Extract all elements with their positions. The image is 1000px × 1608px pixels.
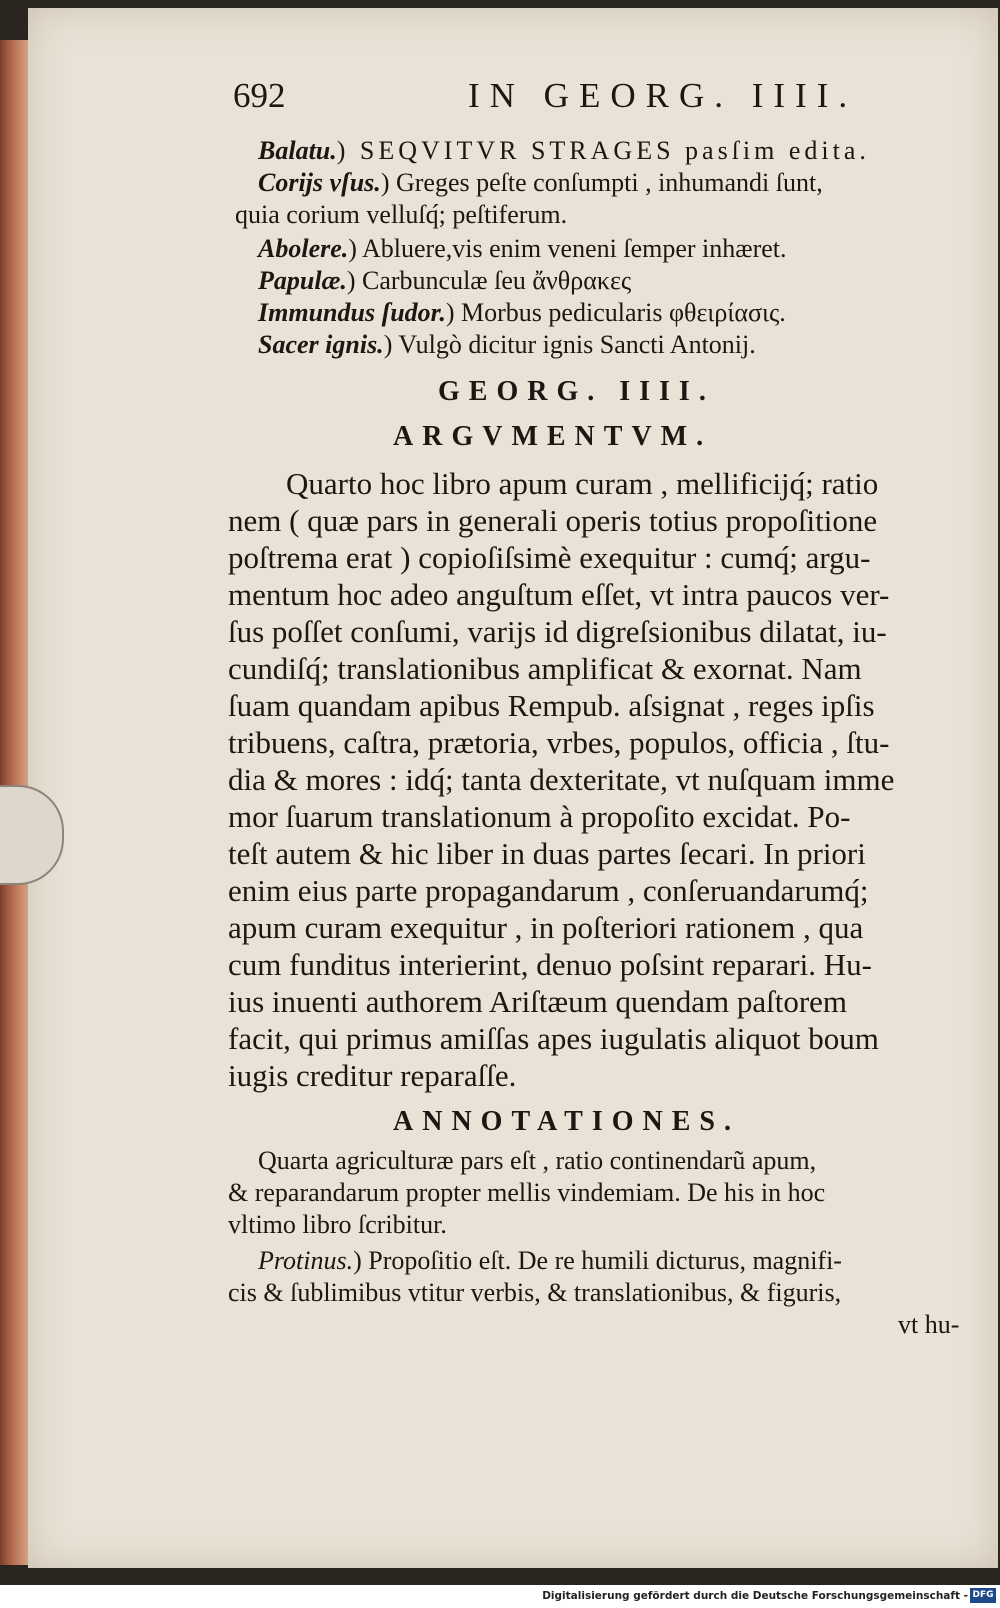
gloss-lemma: Immundus ſudor.: [258, 298, 446, 327]
argument-line: tribuens, caſtra, prætoria, vrbes, populos, officia , ſtu-: [228, 725, 890, 760]
gloss-lemma: Abolere.: [258, 234, 349, 263]
gloss-text: ) Vulgò dicitur ignis Sancti Antonij.: [383, 330, 756, 359]
argument-line: cum funditus interierint, denuo poſsint reparari. Hu-: [228, 947, 872, 982]
gloss-text: ) Greges peſte conſumpti , inhumandi ſunt,: [380, 168, 823, 197]
gloss-text: ) SEQVITVR STRAGES pasſim edita.: [336, 136, 870, 165]
gloss-text: ) Carbunculæ ſeu ἄνθρακες: [346, 266, 632, 295]
argument-line: teſt autem & hic liber in duas partes ſecari. In priori: [228, 836, 866, 871]
annotation-text: vltimo libro ſcribitur.: [228, 1210, 447, 1239]
running-title: IN GEORG. IIII.: [468, 76, 858, 115]
annotation-lemma: Protinus.: [258, 1246, 354, 1275]
annotation-text: & reparandarum propter mellis vindemiam. De his in hoc: [228, 1178, 826, 1207]
gloss-lemma: Papulæ.: [258, 266, 347, 295]
gloss-lemma: Sacer ignis.: [258, 330, 384, 359]
argument-line: ſuam quandam apibus Rempub. aſsignat , reges ipſis: [228, 688, 875, 723]
argument-line: facit, qui primus amiſſas apes iugulatis aliquot boum: [228, 1021, 879, 1056]
funding-credit: Digitalisierung gefördert durch die Deutsche Forschungsgemeinschaft -: [542, 1590, 968, 1602]
argument-line: mor ſuarum translationum à propoſito excidat. Po-: [228, 799, 851, 834]
gloss-line: [258, 170, 823, 196]
argument-line: Quarto hoc libro apum curam , mellificijq́; ratio: [286, 466, 879, 501]
annotations-heading: ANNOTATIONES.: [393, 1106, 741, 1137]
section-heading: GEORG. IIII.: [438, 376, 715, 407]
gloss-line: [258, 268, 631, 294]
argument-line: poſtrema erat ) copioſiſsimè exequitur : cumq́; argu-: [228, 540, 871, 575]
annotation-line: [228, 1180, 825, 1206]
argument-line: nem ( quæ pars in generali operis totius propoſitione: [228, 503, 878, 538]
gloss-text: ) Abluere,vis enim veneni ſemper inhæret.: [348, 234, 787, 263]
argument-line: ſus poſſet conſumi, varijs id digreſsionibus dilatat, iu-: [228, 614, 887, 649]
argument-line: iugis creditur reparaſſe.: [228, 1058, 517, 1093]
argument-line: enim eius parte propagandarum , conſeruandarumq́;: [228, 873, 869, 908]
book-page: [28, 8, 998, 1568]
gloss-line: [258, 138, 870, 164]
argument-line: ius inuenti authorem Ariſtæum quendam paſtorem: [228, 984, 848, 1019]
annotation-line: [258, 1248, 842, 1274]
gloss-line: [258, 236, 787, 262]
annotation-line: [228, 1280, 841, 1306]
gloss-line: [235, 202, 567, 228]
argument-line: apum curam exequitur , in poſteriori rationem , qua: [228, 910, 864, 945]
gloss-lemma: Corijs vſus.: [258, 168, 381, 197]
annotation-line: [258, 1148, 816, 1174]
catchword: [898, 1312, 959, 1338]
argument-line: dia & mores : idq́; tanta dexteritate, vt nuſquam imme: [228, 762, 895, 797]
annotation-text: Quarta agriculturæ pars eſt , ratio continendarũ apum,: [258, 1146, 817, 1175]
footer-bar: [0, 1585, 1000, 1608]
gloss-lemma: Balatu.: [258, 136, 337, 165]
argument-line: cundiſq́; translationibus amplificat & exornat. Nam: [228, 651, 862, 686]
annotation-text: ) Propoſitio eſt. De re humili dicturus, magnifi-: [353, 1246, 842, 1275]
annotation-line: [228, 1212, 447, 1238]
annotation-text: vt hu-: [898, 1310, 960, 1339]
argument-line: mentum hoc adeo anguſtum eſſet, vt intra paucos ver-: [228, 577, 890, 612]
gloss-text: ) Morbus pedicularis φθειρίασις.: [445, 298, 786, 327]
gloss-line: [258, 300, 786, 326]
page-number: 692: [233, 76, 286, 115]
gloss-line: [258, 332, 756, 358]
dfg-logo-icon: DFG: [970, 1588, 996, 1603]
argument-heading: ARGVMENTVM.: [393, 421, 713, 452]
gloss-text: quia corium velluſq́; peſtiferum.: [235, 200, 568, 229]
annotation-text: cis & ſublimibus vtitur verbis, & translationibus, & figuris,: [228, 1278, 842, 1307]
